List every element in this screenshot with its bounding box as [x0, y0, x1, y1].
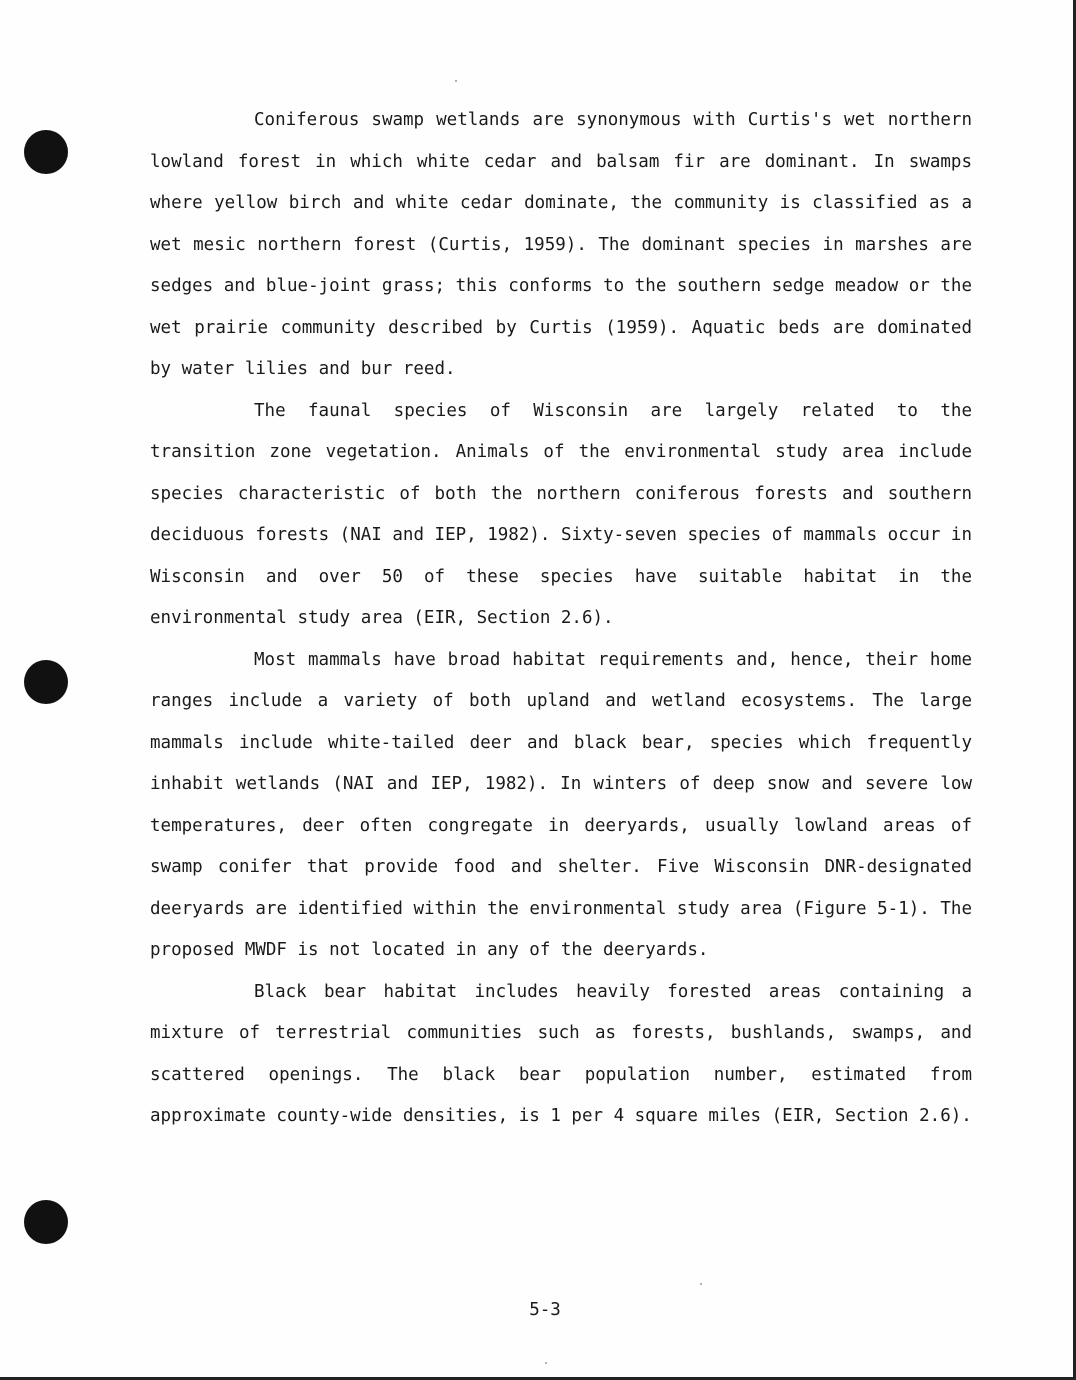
- paragraph-black-bear-habitat: Black bear habitat includes heavily forested areas containing a mixture of terrestrial communities such as forests, bushlands, swamps, and scattered openings. The black bear population number, estimated from approximate county-wide densities, is 1 per 4 square miles (EIR, Section 2.6).: [150, 981, 972, 1126]
- punch-hole-top: [24, 130, 68, 174]
- page-number: 5-3: [529, 1300, 561, 1320]
- punch-hole-middle: [24, 660, 68, 704]
- paragraph-faunal-species: The faunal species of Wisconsin are largely related to the transition zone vegetation. Animals of the environmental study area include species characteristic of both the northern coniferous forests and southern deciduous forests (NAI and IEP, 1982). Sixty-seven species of mammals occur in Wisconsin and over 50 of these species have suitable habitat in the environmental study area (EIR, Section 2.6).: [150, 400, 972, 628]
- scan-speck: [545, 1362, 547, 1364]
- scan-speck: [700, 1283, 702, 1285]
- punch-hole-bottom: [24, 1200, 68, 1244]
- scan-speck: [455, 80, 457, 82]
- paragraph-coniferous-swamp: Coniferous swamp wetlands are synonymous with Curtis's wet northern lowland forest in which white cedar and balsam fir are dominant. In swamps where yellow birch and white cedar dominate, the community is classified as a wet mesic northern forest (Curtis, 1959). The dominant species in marshes are sedges and blue-joint grass; this conforms to the southern sedge meadow or the wet prairie community described by Curtis (1959). Aquatic beds are dominated by water lilies and bur reed.: [150, 110, 972, 379]
- paragraph-mammals-habitat: Most mammals have broad habitat requirements and, hence, their home ranges include a variety of both upland and wetland ecosystems. The large mammals include white-tailed deer and black bear, species which frequently inhabit wetlands (NAI and IEP, 1982). In winters of deep snow and severe low temperatures, deer often congregate in deeryards, usually lowland areas of swamp conifer that provide food and shelter. Five Wisconsin DNR-designated deeryards are identified within the environmental study area (Figure 5-1). The proposed MWDF is not located in any of the deeryards.: [150, 649, 972, 960]
- body-text: [150, 100, 972, 1138]
